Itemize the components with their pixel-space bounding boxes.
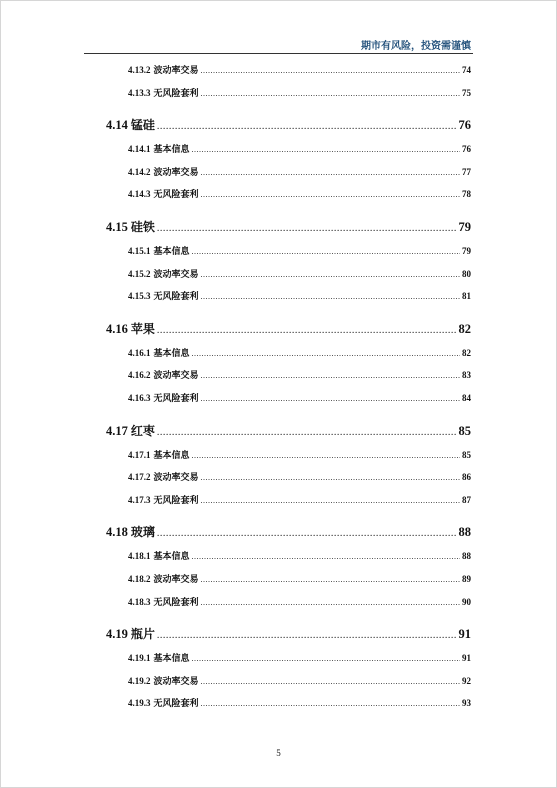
toc-dot-leader	[192, 349, 460, 358]
toc-entry-page: 87	[462, 494, 471, 505]
toc-subsection-entry[interactable]	[128, 244, 471, 257]
toc-entry-page: 82	[462, 347, 471, 358]
toc-entry-number: 4.14	[106, 118, 128, 133]
toc-dot-leader	[201, 575, 460, 584]
toc-entry-page: 76	[458, 118, 471, 133]
toc-subsection-entry[interactable]	[128, 493, 471, 506]
toc-entry-title: 无风险套利	[153, 394, 199, 404]
toc-section-entry[interactable]	[106, 422, 471, 439]
toc-entry-title: 无风险套利	[153, 597, 199, 608]
toc-entry-title: 基本信息	[153, 247, 190, 257]
toc-dot-leader	[201, 677, 460, 686]
toc-entry-title: 无风险套利	[153, 88, 199, 99]
toc-entry-page: 91	[458, 627, 471, 642]
toc-subsection-entry[interactable]	[128, 470, 471, 483]
toc-entry-number: 4.15.1	[128, 246, 151, 256]
toc-subsection-entry[interactable]	[128, 595, 471, 608]
toc-dot-leader	[201, 89, 460, 98]
toc-entry-page: 76	[462, 144, 471, 155]
toc-entry-title: 无风险套利	[153, 495, 199, 506]
toc-dot-leader	[201, 371, 460, 380]
toc-entry-title: 波动率交易	[153, 676, 199, 687]
toc-dot-leader	[157, 121, 457, 132]
toc-subsection-entry[interactable]	[128, 142, 471, 155]
toc-subsection-entry[interactable]	[128, 187, 471, 200]
toc-entry-number: 4.16.3	[128, 393, 151, 403]
toc-subsection-entry[interactable]	[128, 651, 471, 664]
toc-dot-leader	[192, 654, 460, 663]
toc-entry-page: 91	[462, 653, 471, 664]
toc-entry-page: 74	[462, 65, 471, 75]
toc-subsection-entry[interactable]	[128, 549, 471, 562]
toc-entry-number: 4.18.3	[128, 596, 151, 607]
toc-entry-page: 88	[462, 551, 471, 562]
toc-entry-number: 4.18	[106, 525, 128, 540]
toc-dot-leader	[157, 630, 457, 641]
toc-dot-leader	[157, 325, 457, 336]
toc-subsection-entry[interactable]	[128, 674, 471, 687]
toc-entry-number: 4.19.1	[128, 653, 151, 664]
toc-subsection-entry[interactable]	[128, 346, 471, 359]
toc-dot-leader	[192, 247, 460, 256]
toc-entry-number: 4.17.1	[128, 449, 151, 460]
toc-entry-page: 82	[458, 321, 471, 336]
toc-dot-leader	[192, 552, 460, 561]
toc-entry-title: 基本信息	[153, 145, 190, 156]
toc-subsection-entry[interactable]	[128, 391, 471, 404]
page-number: 5	[276, 748, 281, 758]
toc-entry-number: 4.13.2	[128, 65, 151, 75]
toc-subsection-entry[interactable]	[128, 267, 471, 280]
toc-entry-title: 红枣	[130, 423, 155, 438]
toc-entry-title: 苹果	[130, 321, 155, 336]
toc-entry-page: 80	[462, 268, 471, 279]
toc-section-entry[interactable]	[106, 523, 471, 540]
toc-subsection-entry[interactable]	[128, 63, 471, 76]
toc-entry-page: 88	[458, 525, 471, 540]
toc-entry-title: 基本信息	[153, 552, 190, 563]
toc-entry-number: 4.14.2	[128, 166, 151, 177]
toc-dot-leader	[192, 451, 460, 460]
toc-dot-leader	[201, 394, 460, 403]
header-rule	[84, 53, 473, 54]
toc-entry-title: 基本信息	[153, 450, 190, 461]
toc-entry-number: 4.17.2	[128, 472, 151, 483]
toc-dot-leader	[192, 145, 460, 154]
toc-entry-page: 78	[462, 189, 471, 200]
toc-entry-page: 90	[462, 596, 471, 607]
toc-entry-page: 79	[462, 246, 471, 256]
toc-subsection-entry[interactable]	[128, 165, 471, 178]
toc-subsection-entry[interactable]	[128, 572, 471, 585]
toc-section-entry[interactable]	[106, 320, 471, 337]
toc-entry-title: 波动率交易	[153, 473, 199, 484]
toc-entry-title: 无风险套利	[153, 699, 199, 710]
toc-subsection-entry[interactable]	[128, 86, 471, 99]
toc-entry-title: 波动率交易	[153, 66, 199, 76]
toc-dot-leader	[201, 292, 460, 301]
toc-subsection-entry[interactable]	[128, 696, 471, 709]
toc-dot-leader	[201, 168, 460, 177]
toc-dot-leader	[201, 598, 460, 607]
toc-entry-number: 4.16.2	[128, 370, 151, 381]
toc-dot-leader	[201, 473, 460, 482]
toc-subsection-entry[interactable]	[128, 289, 471, 302]
toc-entry-page: 77	[462, 166, 471, 177]
toc-entry-number: 4.18.1	[128, 551, 151, 562]
toc-entry-title: 波动率交易	[153, 269, 199, 280]
toc-subsection-entry[interactable]	[128, 368, 471, 381]
toc-entry-number: 4.14.1	[128, 144, 151, 155]
toc-dot-leader	[157, 528, 457, 539]
toc-entry-page: 85	[462, 449, 471, 460]
toc-entry-title: 无风险套利	[153, 190, 199, 201]
toc-dot-leader	[201, 496, 460, 505]
toc-entry-title: 波动率交易	[153, 371, 199, 382]
toc-entry-title: 无风险套利	[153, 292, 199, 303]
toc-subsection-entry[interactable]	[128, 448, 471, 461]
toc-entry-number: 4.16	[106, 321, 128, 336]
toc-entry-number: 4.15.2	[128, 268, 151, 279]
toc-entry-title: 基本信息	[153, 348, 190, 359]
toc-entry-number: 4.15.3	[128, 291, 151, 302]
toc-entry-title: 锰硅	[130, 118, 155, 133]
toc-section-entry[interactable]	[106, 116, 471, 133]
toc-entry-number: 4.16.1	[128, 347, 151, 358]
toc-entry-page: 85	[458, 423, 471, 438]
toc-entry-page: 83	[462, 370, 471, 381]
toc-section-entry[interactable]	[106, 625, 471, 642]
toc-entry-title: 玻璃	[130, 525, 155, 540]
toc-entry-number: 4.14.3	[128, 189, 151, 200]
toc-entry-page: 92	[462, 675, 471, 686]
toc-entry-number: 4.19.2	[128, 675, 151, 686]
toc-entry-number: 4.17	[106, 423, 128, 438]
toc-dot-leader	[201, 699, 460, 708]
toc-dot-leader	[157, 223, 457, 234]
toc-entry-title: 基本信息	[153, 654, 190, 665]
toc-dot-leader	[201, 66, 460, 75]
toc-entry-page: 75	[462, 87, 471, 98]
toc-entry-page: 93	[462, 698, 471, 709]
toc-section-entry[interactable]	[106, 218, 471, 235]
toc-entry-page: 81	[462, 291, 471, 302]
toc-entry-number: 4.18.2	[128, 574, 151, 584]
toc-entry-page: 86	[462, 472, 471, 483]
toc-entry-title: 波动率交易	[153, 575, 199, 585]
toc-entry-number: 4.13.3	[128, 87, 151, 98]
toc-entry-page: 84	[462, 393, 471, 403]
toc-entry-number: 4.19.3	[128, 698, 151, 709]
toc-entry-title: 瓶片	[130, 627, 155, 642]
toc-entry-number: 4.17.3	[128, 494, 151, 505]
toc-entry-number: 4.19	[106, 627, 128, 642]
toc-entry-title: 硅铁	[130, 220, 155, 234]
toc-entry-page: 79	[458, 220, 471, 234]
toc-entry-title: 波动率交易	[153, 167, 199, 178]
toc-entry-page: 89	[462, 574, 471, 584]
toc-entry-number: 4.15	[106, 220, 128, 234]
toc-dot-leader	[157, 427, 457, 438]
toc-dot-leader	[201, 190, 460, 199]
page-header: 期市有风险，投资需谨慎	[361, 41, 471, 52]
toc-dot-leader	[201, 270, 460, 279]
